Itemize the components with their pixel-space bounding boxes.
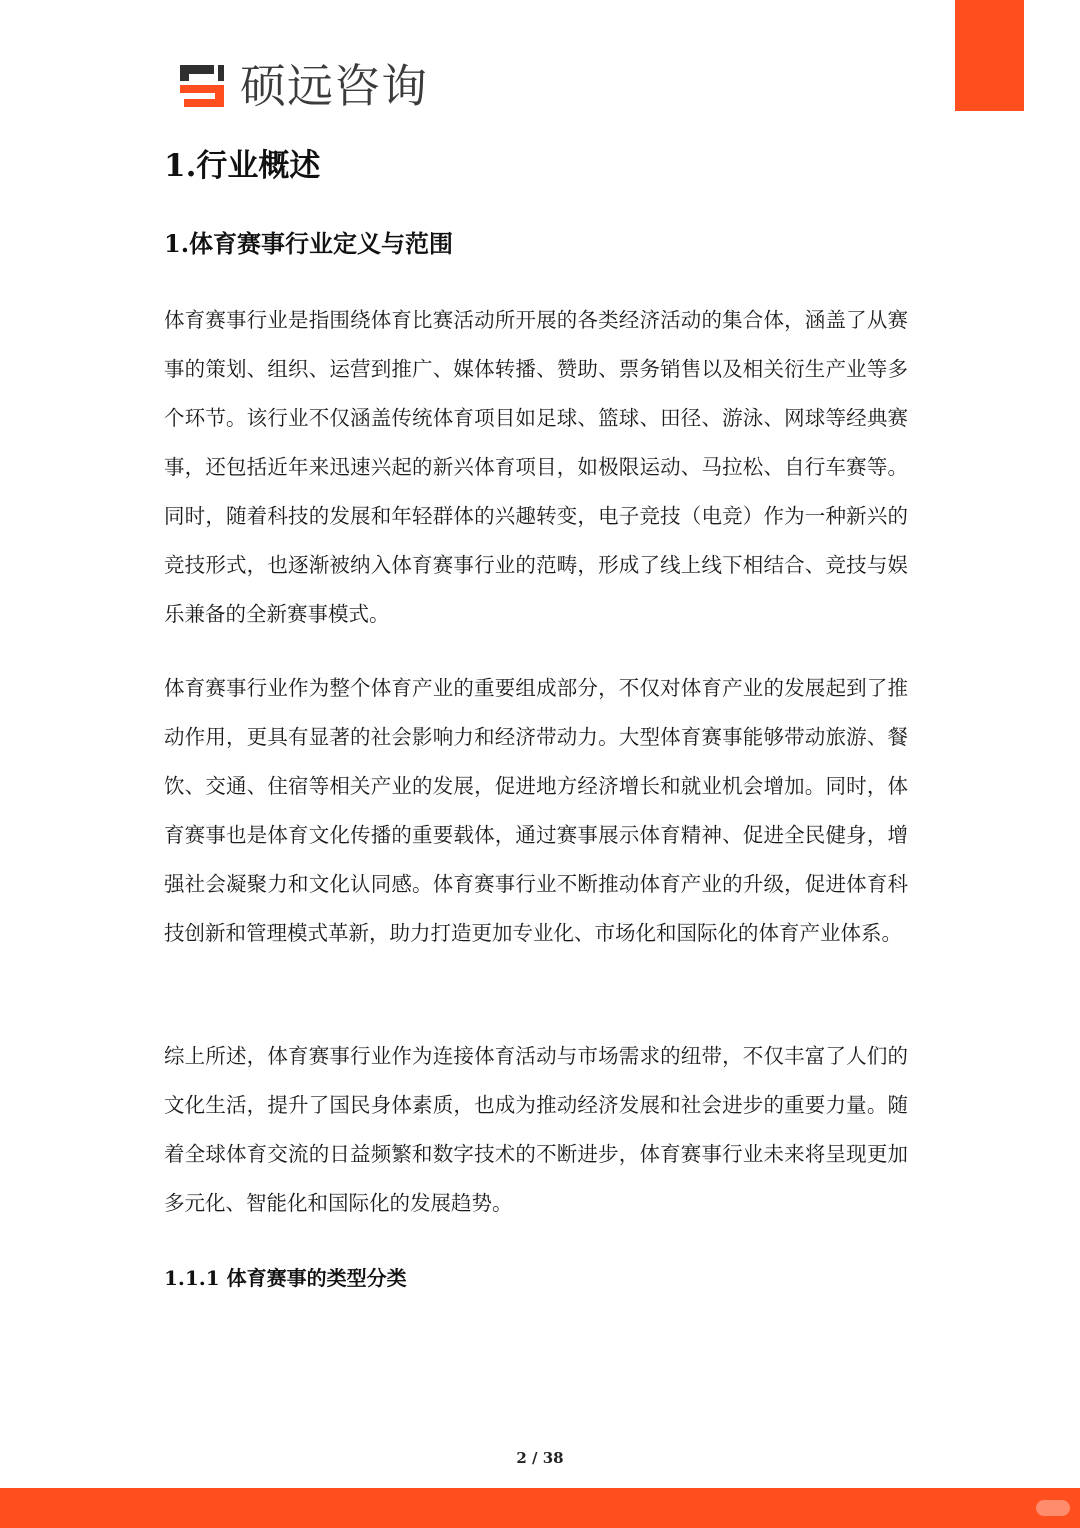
section-heading: 1.行业概述 <box>164 148 321 184</box>
brand-name: 硕远咨询 <box>240 59 428 113</box>
body-paragraph: 体育赛事行业是指围绕体育比赛活动所开展的各类经济活动的集合体，涵盖了从赛事的策划、组织、运营到推广、媒体转播、赞助、票务销售以及相关衍生产业等多个环节。该行业不仅涵盖传统体育项目如足球、篮球、田径、游泳、网球等经典赛事，还包括近年来迅速兴起的新兴体育项目，如极限运动、马拉松、自行车赛等。同时，随着科技的发展和年轻群体的兴趣转变，电子竞技（电竞）作为一种新兴的竞技形式，也逐渐被纳入体育赛事行业的范畴，形成了线上线下相结合、竞技与娱乐兼备的全新赛事模式。 <box>164 308 908 626</box>
body-paragraph: 体育赛事行业作为整个体育产业的重要组成部分，不仅对体育产业的发展起到了推动作用，更具有显著的社会影响力和经济带动力。大型体育赛事能够带动旅游、餐饮、交通、住宿等相关产业的发展，促进地方经济增长和就业机会增加。同时，体育赛事也是体育文化传播的重要载体，通过赛事展示体育精神、促进全民健身，增强社会凝聚力和文化认同感。体育赛事行业不断推动体育产业的升级，促进体育科技创新和管理模式革新，助力打造更加专业化、市场化和国际化的体育产业体系。 <box>164 676 908 945</box>
brand-logo-mark-icon <box>176 61 232 111</box>
body-paragraph: 综上所述，体育赛事行业作为连接体育活动与市场需求的纽带，不仅丰富了人们的文化生活，提升了国民身体素质，也成为推动经济发展和社会进步的重要力量。随着全球体育交流的日益频繁和数字技术的不断进步，体育赛事行业未来将呈现更加多元化、智能化和国际化的发展趋势。 <box>164 1044 908 1215</box>
watermark-badge <box>1036 1500 1070 1516</box>
brand-logo <box>176 58 428 114</box>
subsection-heading: 1.体育赛事行业定义与范围 <box>164 229 454 258</box>
page-number: 2 / 38 <box>516 1449 564 1467</box>
corner-accent-tab <box>955 0 1024 111</box>
sub-subsection-heading: 1.1.1 体育赛事的类型分类 <box>164 1266 407 1290</box>
footer-accent-bar <box>0 1488 1080 1528</box>
